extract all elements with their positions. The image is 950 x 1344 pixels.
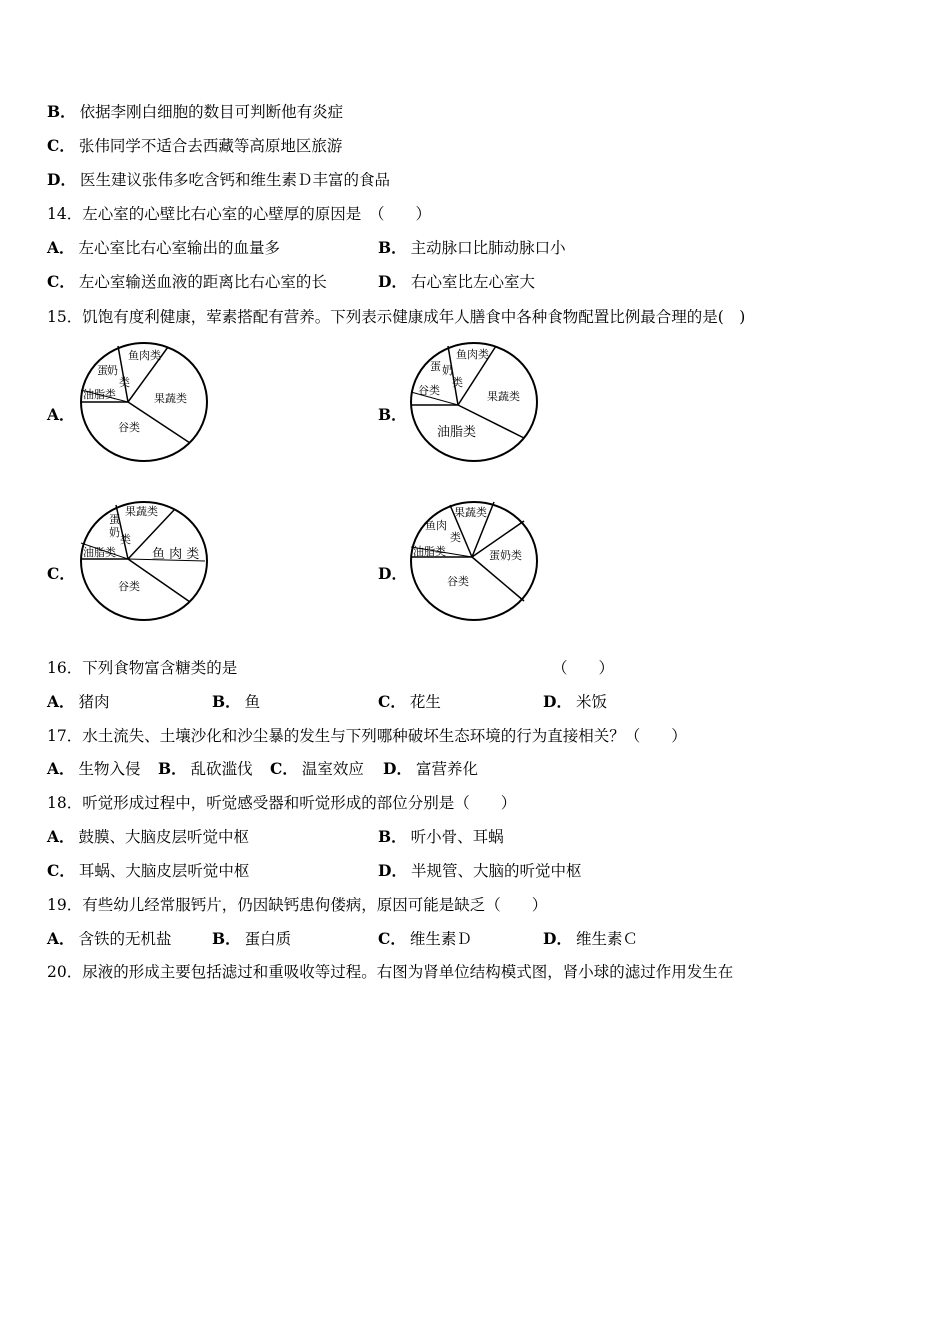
pie-a-meat-label: 鱼肉类 <box>128 349 161 362</box>
pie-d-fruit-label: 果蔬类 <box>454 506 487 519</box>
pie-b-egg-label-3: 类 <box>452 376 463 389</box>
q18-option-c: C． 耳蜗、大脑皮层听觉中枢 <box>47 861 250 880</box>
pie-d-egg-label: 蛋奶类 <box>489 549 522 562</box>
q13-option-c: C． 张伟同学不适合去西藏等高原地区旅游 <box>47 136 343 155</box>
q15-option-c-pie <box>78 499 210 623</box>
pie-b-grain-label: 谷类 <box>418 384 440 397</box>
q16-stem: 16．下列食物富含糖类的是 <box>47 659 238 677</box>
pie-b-fruit-label: 果蔬类 <box>487 390 520 403</box>
q17-option-c: C． 温室效应 <box>270 759 364 778</box>
q14-option-a: A． 左心室比右心室输出的血量多 <box>47 238 281 257</box>
q18-option-a: A． 鼓膜、大脑皮层听觉中枢 <box>47 827 250 846</box>
pie-c-meat-label: 鱼 肉 类 <box>152 547 200 562</box>
q18-option-d: D． 半规管、大脑的听觉中枢 <box>378 861 582 880</box>
pie-c-oil-label: 油脂类 <box>83 546 116 559</box>
pie-d-oil-label: 油脂类 <box>413 545 446 558</box>
q15-option-c-label: C． <box>47 564 75 583</box>
pie-b-egg-label-2: 奶 <box>442 364 453 377</box>
pie-d-meat-label-2: 类 <box>450 531 461 544</box>
pie-a-fruit-label: 果蔬类 <box>154 392 187 405</box>
pie-d-meat-label-1: 鱼肉 <box>425 519 447 532</box>
q16-option-c: C． 花生 <box>378 692 441 711</box>
q14-option-d: D． 右心室比左心室大 <box>378 272 535 291</box>
q17-option-b: B． 乱砍滥伐 <box>158 759 253 778</box>
q18-stem: 18．听觉形成过程中，听觉感受器和听觉形成的部位分别是（ ） <box>47 794 517 812</box>
q14-option-c: C． 左心室输送血液的距离比右心室的长 <box>47 272 327 291</box>
q14-option-b: B． 主动脉口比肺动脉口小 <box>378 238 566 257</box>
q19-stem: 19．有些幼儿经常服钙片，仍因缺钙患佝偻病，原因可能是缺乏（ ） <box>47 896 548 914</box>
q16-option-b: B． 鱼 <box>212 692 261 711</box>
pie-b-egg-label-1: 蛋 <box>430 360 441 373</box>
pie-c-egg-label-3: 类 <box>120 533 131 546</box>
q19-option-b: B． 蛋白质 <box>212 929 292 948</box>
pie-a-grain-label: 谷类 <box>118 421 140 434</box>
q16-option-d: D． 米饭 <box>543 692 607 711</box>
pie-a-egg-label-1: 蛋 <box>97 364 108 377</box>
pie-c-grain-label: 谷类 <box>118 580 140 593</box>
q17-stem: 17．水土流失、土壤沙化和沙尘暴的发生与下列哪种破坏生态环境的行为直接相关？（ ） <box>47 727 687 745</box>
q13-option-d: D． 医生建议张伟多吃含钙和维生素Ｄ丰富的食品 <box>47 170 390 189</box>
q17-option-d: D． 富营养化 <box>383 759 478 778</box>
pie-d-grain-label: 谷类 <box>447 575 469 588</box>
q15-option-b-label: B． <box>378 405 407 424</box>
pie-b-meat-label: 鱼肉类 <box>456 348 489 361</box>
q15-option-b-pie <box>408 340 540 464</box>
pie-b-oil-label: 油脂类 <box>437 425 477 440</box>
q15-option-a-label: A． <box>47 405 75 424</box>
q15-option-d-label: D． <box>378 564 407 583</box>
q19-option-c: C． 维生素Ｄ <box>378 929 472 948</box>
q18-option-b: B． 听小骨、耳蜗 <box>378 827 504 846</box>
pie-c-egg-label-2: 奶 <box>109 526 120 539</box>
q16-option-a: A． 猪肉 <box>47 692 110 711</box>
q15-stem: 15．饥饱有度利健康，荤素搭配有营养。下列表示健康成年人膳食中各种食物配置比例最合理的是( ) <box>47 308 746 326</box>
pie-a-egg-label-3: 类 <box>119 376 130 389</box>
q20-stem: 20．尿液的形成主要包括滤过和重吸收等过程。右图为肾单位结构模式图，肾小球的滤过作用发生在 <box>47 963 734 981</box>
pie-c-egg-label-1: 蛋 <box>109 513 120 526</box>
pie-a-oil-label: 油脂类 <box>83 388 116 401</box>
q19-option-d: D． 维生素Ｃ <box>543 929 638 948</box>
pie-a-egg-label-2: 奶 <box>107 364 118 377</box>
q13-option-b: B． 依据李刚白细胞的数目可判断他有炎症 <box>47 102 344 121</box>
q17-option-a: A． 生物入侵 <box>47 759 141 778</box>
q14-stem: 14．左心室的心壁比右心室的心壁厚的原因是 （ ） <box>47 205 431 223</box>
q16-paren: （ ） <box>552 659 615 677</box>
q19-option-a: A． 含铁的无机盐 <box>47 929 172 948</box>
q15-option-d-pie <box>408 499 540 623</box>
pie-c-fruit-label: 果蔬类 <box>125 505 158 518</box>
q15-option-a-pie <box>78 340 210 464</box>
